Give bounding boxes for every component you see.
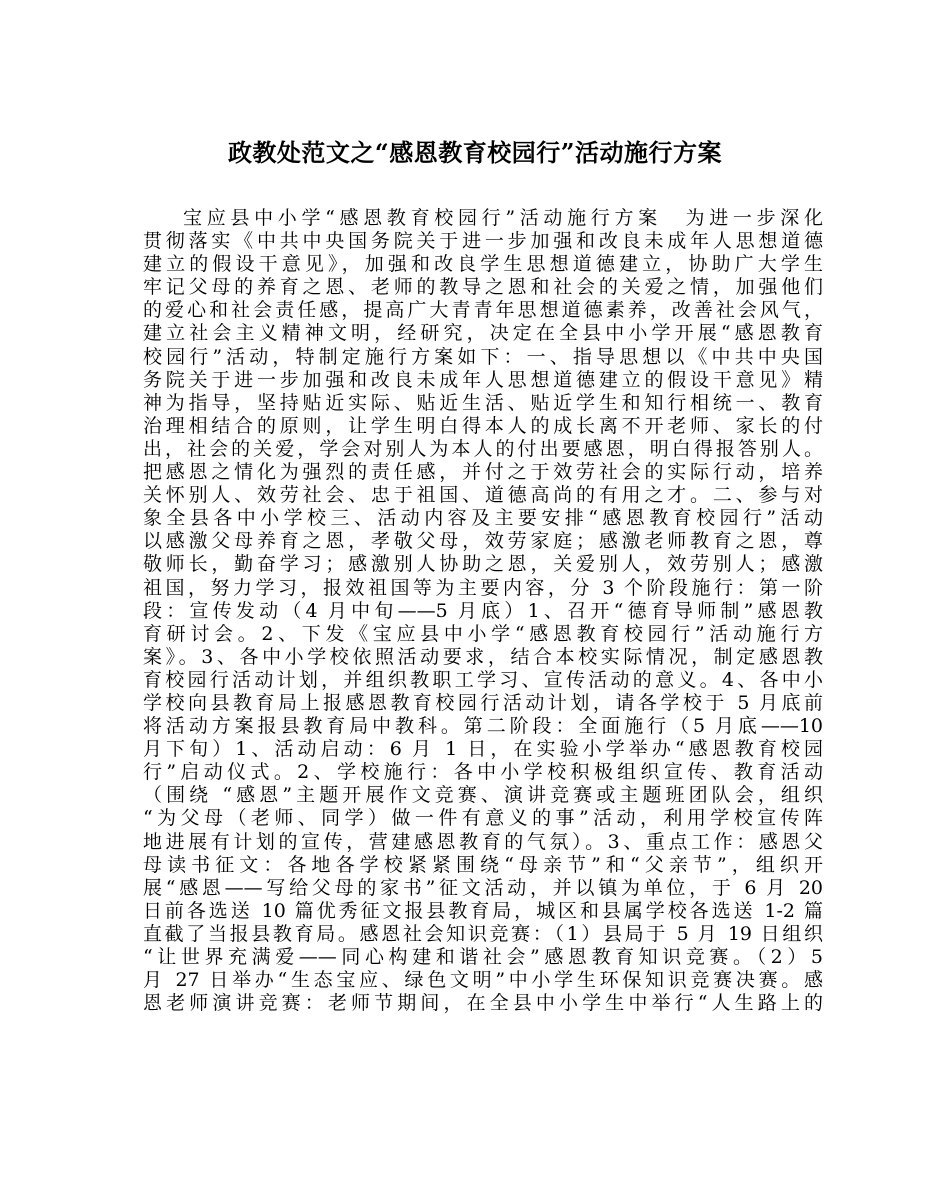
- body-line: 行”启动仪式。2、学校施行：各中小学校积极组织宣传、教育活动: [143, 761, 823, 784]
- body-line: 祖国，努力学习，报效祖国等为主要内容，分 3 个阶段施行：第一阶: [143, 576, 823, 599]
- body-line: 将活动方案报县教育局中教科。第二阶段：全面施行（5 月底——10: [143, 715, 823, 738]
- body-line: 关怀别人、效劳社会、忠于祖国、道德高尚的有用之才。二、参与对: [143, 484, 823, 507]
- body-line: 地进展有计划的宣传，营建感恩教育的气氛）。3、重点工作：感恩父: [143, 830, 823, 853]
- body-line: 牢记父母的养育之恩、老师的教导之恩和社会的关爱之情，加强他们: [143, 276, 823, 299]
- body-line: 育校园行活动计划，并组织教职工学习、宣传活动的意义。4、各中小: [143, 668, 823, 691]
- body-line: 以感激父母养育之恩，孝敬父母，效劳家庭；感激老师教育之恩，尊: [143, 530, 823, 553]
- body-line: 月下旬）1、活动启动：6 月 1 日，在实验小学举办“感恩教育校园: [143, 738, 823, 761]
- body-line: 案》。3、各中小学校依照活动要求，结合本校实际情况，制定感恩教: [143, 645, 823, 668]
- body-line: 直截了当报县教育局。感恩社会知识竞赛：（1）县局于 5 月 19 日组织: [143, 922, 823, 945]
- body-line: 母读书征文：各地各学校紧紧围绕“母亲节”和“父亲节”，组织开: [143, 853, 823, 876]
- body-line: 日前各选送 10 篇优秀征文报县教育局，城区和县属学校各选送 1-2 篇: [143, 899, 823, 922]
- body-line: 学校向县教育局上报感恩教育校园行活动计划，请各学校于 5 月底前: [143, 691, 823, 714]
- body-line: 把感恩之情化为强烈的责任感，并付之于效劳社会的实际行动，培养: [143, 461, 823, 484]
- body-line: 校园行”活动，特制定施行方案如下：一、指导思想以《中共中央国: [143, 345, 823, 368]
- body-line: 的爱心和社会责任感，提高广大青青年思想道德素养，改善社会风气，: [143, 299, 823, 322]
- body-line: （围绕 “感恩”主题开展作文竞赛、演讲竞赛或主题班团队会，组织: [143, 784, 823, 807]
- body-line: 象全县各中小学校三、活动内容及主要安排“感恩教育校园行”活动: [143, 507, 823, 530]
- body-line: 出，社会的关爱，学会对别人为本人的付出要感恩，明白得报答别人。: [143, 437, 823, 460]
- body-line: 恩老师演讲竞赛：老师节期间，在全县中小学生中举行“人生路上的: [143, 992, 823, 1015]
- body-line: 敬师长，勤奋学习；感激别人协助之恩，关爱别人，效劳别人；感激: [143, 553, 823, 576]
- body-line: “为父母（老师、同学）做一件有意义的事”活动，利用学校宣传阵: [143, 807, 823, 830]
- body-line: 建立社会主义精神文明，经研究，决定在全县中小学开展“感恩教育: [143, 322, 823, 345]
- body-line: 务院关于进一步加强和改良未成年人思想道德建立的假设干意见》精: [143, 368, 823, 391]
- document-title: 政教处范文之“感恩教育校园行”活动施行方案: [227, 138, 723, 167]
- body-line: “让世界充满爱——同心构建和谐社会”感恩教育知识竞赛。（2）5: [143, 946, 823, 968]
- body-line: 宝应县中小学“感恩教育校园行”活动施行方案 为进一步深化: [183, 207, 823, 229]
- body-line: 神为指导，坚持贴近实际、贴近生活、贴近学生和知行相统一、教育: [143, 391, 823, 414]
- body-line: 育研讨会。2、下发《宝应县中小学“感恩教育校园行”活动施行方: [143, 622, 823, 645]
- body-line: 展“感恩——写给父母的家书”征文活动，并以镇为单位，于 6 月 20: [143, 876, 823, 899]
- body-line: 贯彻落实《中共中央国务院关于进一步加强和改良未成年人思想道德: [143, 230, 823, 253]
- document-body: [143, 207, 823, 1015]
- body-line: 月 27 日举办“生态宝应、绿色文明”中小学生环保知识竞赛决赛。感: [143, 969, 823, 992]
- body-line: 段：宣传发动（4 月中旬——5 月底）1、召开“德育导师制”感恩教: [143, 599, 823, 622]
- body-line: 治理相结合的原则，让学生明白得本人的成长离不开老师、家长的付: [143, 414, 823, 437]
- body-line: 建立的假设干意见》，加强和改良学生思想道德建立，协助广大学生: [143, 253, 823, 276]
